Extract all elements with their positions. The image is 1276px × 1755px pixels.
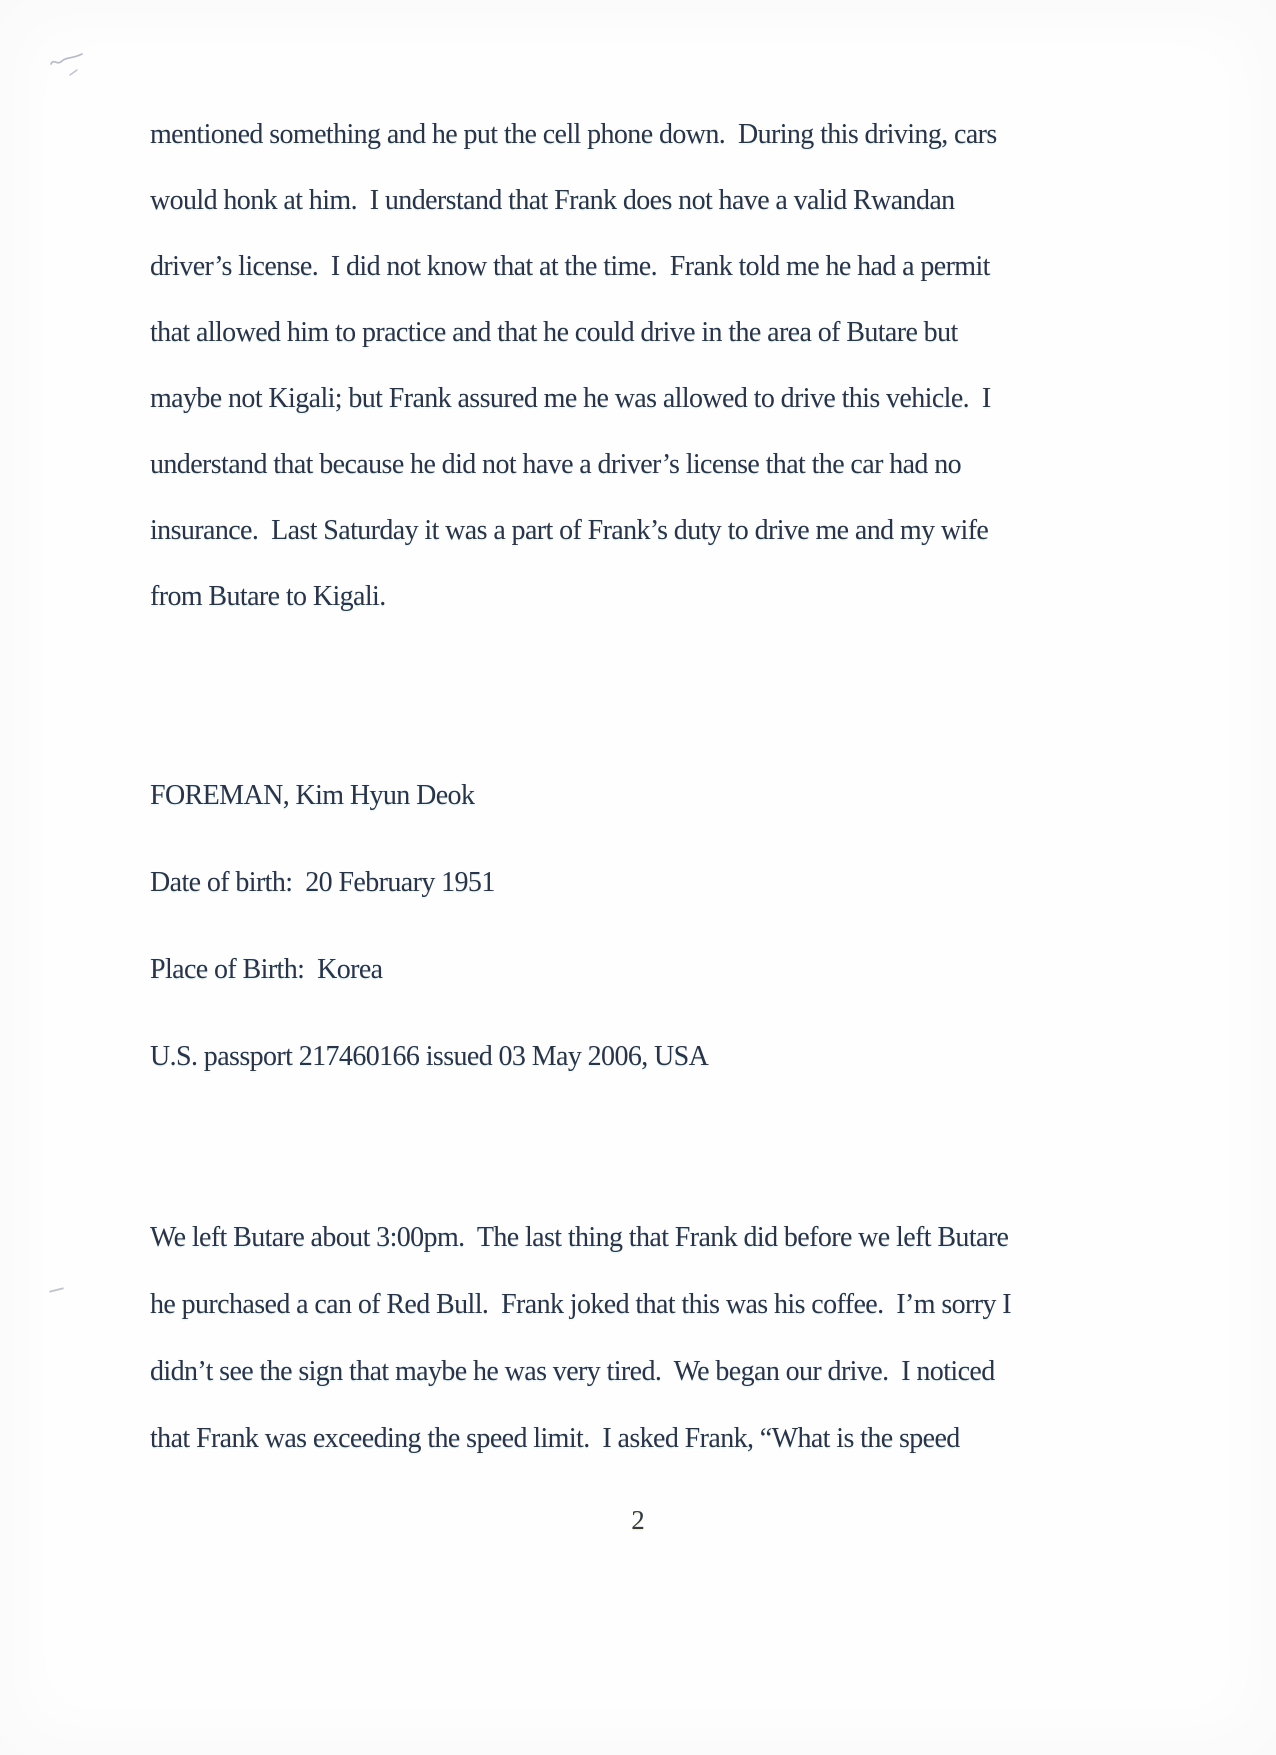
- pencil-dash-icon: [49, 1287, 64, 1293]
- witness-details-block: [150, 752, 1160, 1100]
- text-line: insurance. Last Saturday it was a part of Frank’s duty to drive me and my wife: [150, 515, 989, 546]
- witness-place-of-birth: Place of Birth: Korea: [150, 954, 383, 985]
- text-line: We left Butare about 3:00pm. The last thing that Frank did before we left Butare: [150, 1222, 1009, 1253]
- paragraph-departure-account: [150, 1204, 1160, 1472]
- text-line: from Butare to Kigali.: [150, 581, 386, 612]
- text-line: mentioned something and he put the cell phone down. During this driving, cars: [150, 119, 997, 150]
- page-number: 2: [631, 1505, 645, 1535]
- witness-date-of-birth: Date of birth: 20 February 1951: [150, 867, 495, 898]
- text-line: driver’s license. I did not know that at the time. Frank told me he had a permit: [150, 251, 990, 282]
- text-line: didn’t see the sign that maybe he was very tired. We began our drive. I noticed: [150, 1356, 995, 1387]
- pen-squiggle-icon: [48, 45, 90, 81]
- text-line: that Frank was exceeding the speed limit. I asked Frank, “What is the speed: [150, 1423, 960, 1454]
- text-line: that allowed him to practice and that he could drive in the area of Butare but: [150, 317, 958, 348]
- text-line: maybe not Kigali; but Frank assured me he was allowed to drive this vehicle. I: [150, 383, 991, 414]
- text-line: he purchased a can of Red Bull. Frank joked that this was his coffee. I’m sorry I: [150, 1289, 1011, 1320]
- witness-passport: U.S. passport 217460166 issued 03 May 2006, USA: [150, 1041, 709, 1072]
- text-line: would honk at him. I understand that Frank does not have a valid Rwandan: [150, 185, 955, 216]
- witness-name: FOREMAN, Kim Hyun Deok: [150, 780, 475, 811]
- paragraph-driving-account: [150, 102, 1160, 630]
- text-line: understand that because he did not have a driver’s license that the car had no: [150, 449, 962, 480]
